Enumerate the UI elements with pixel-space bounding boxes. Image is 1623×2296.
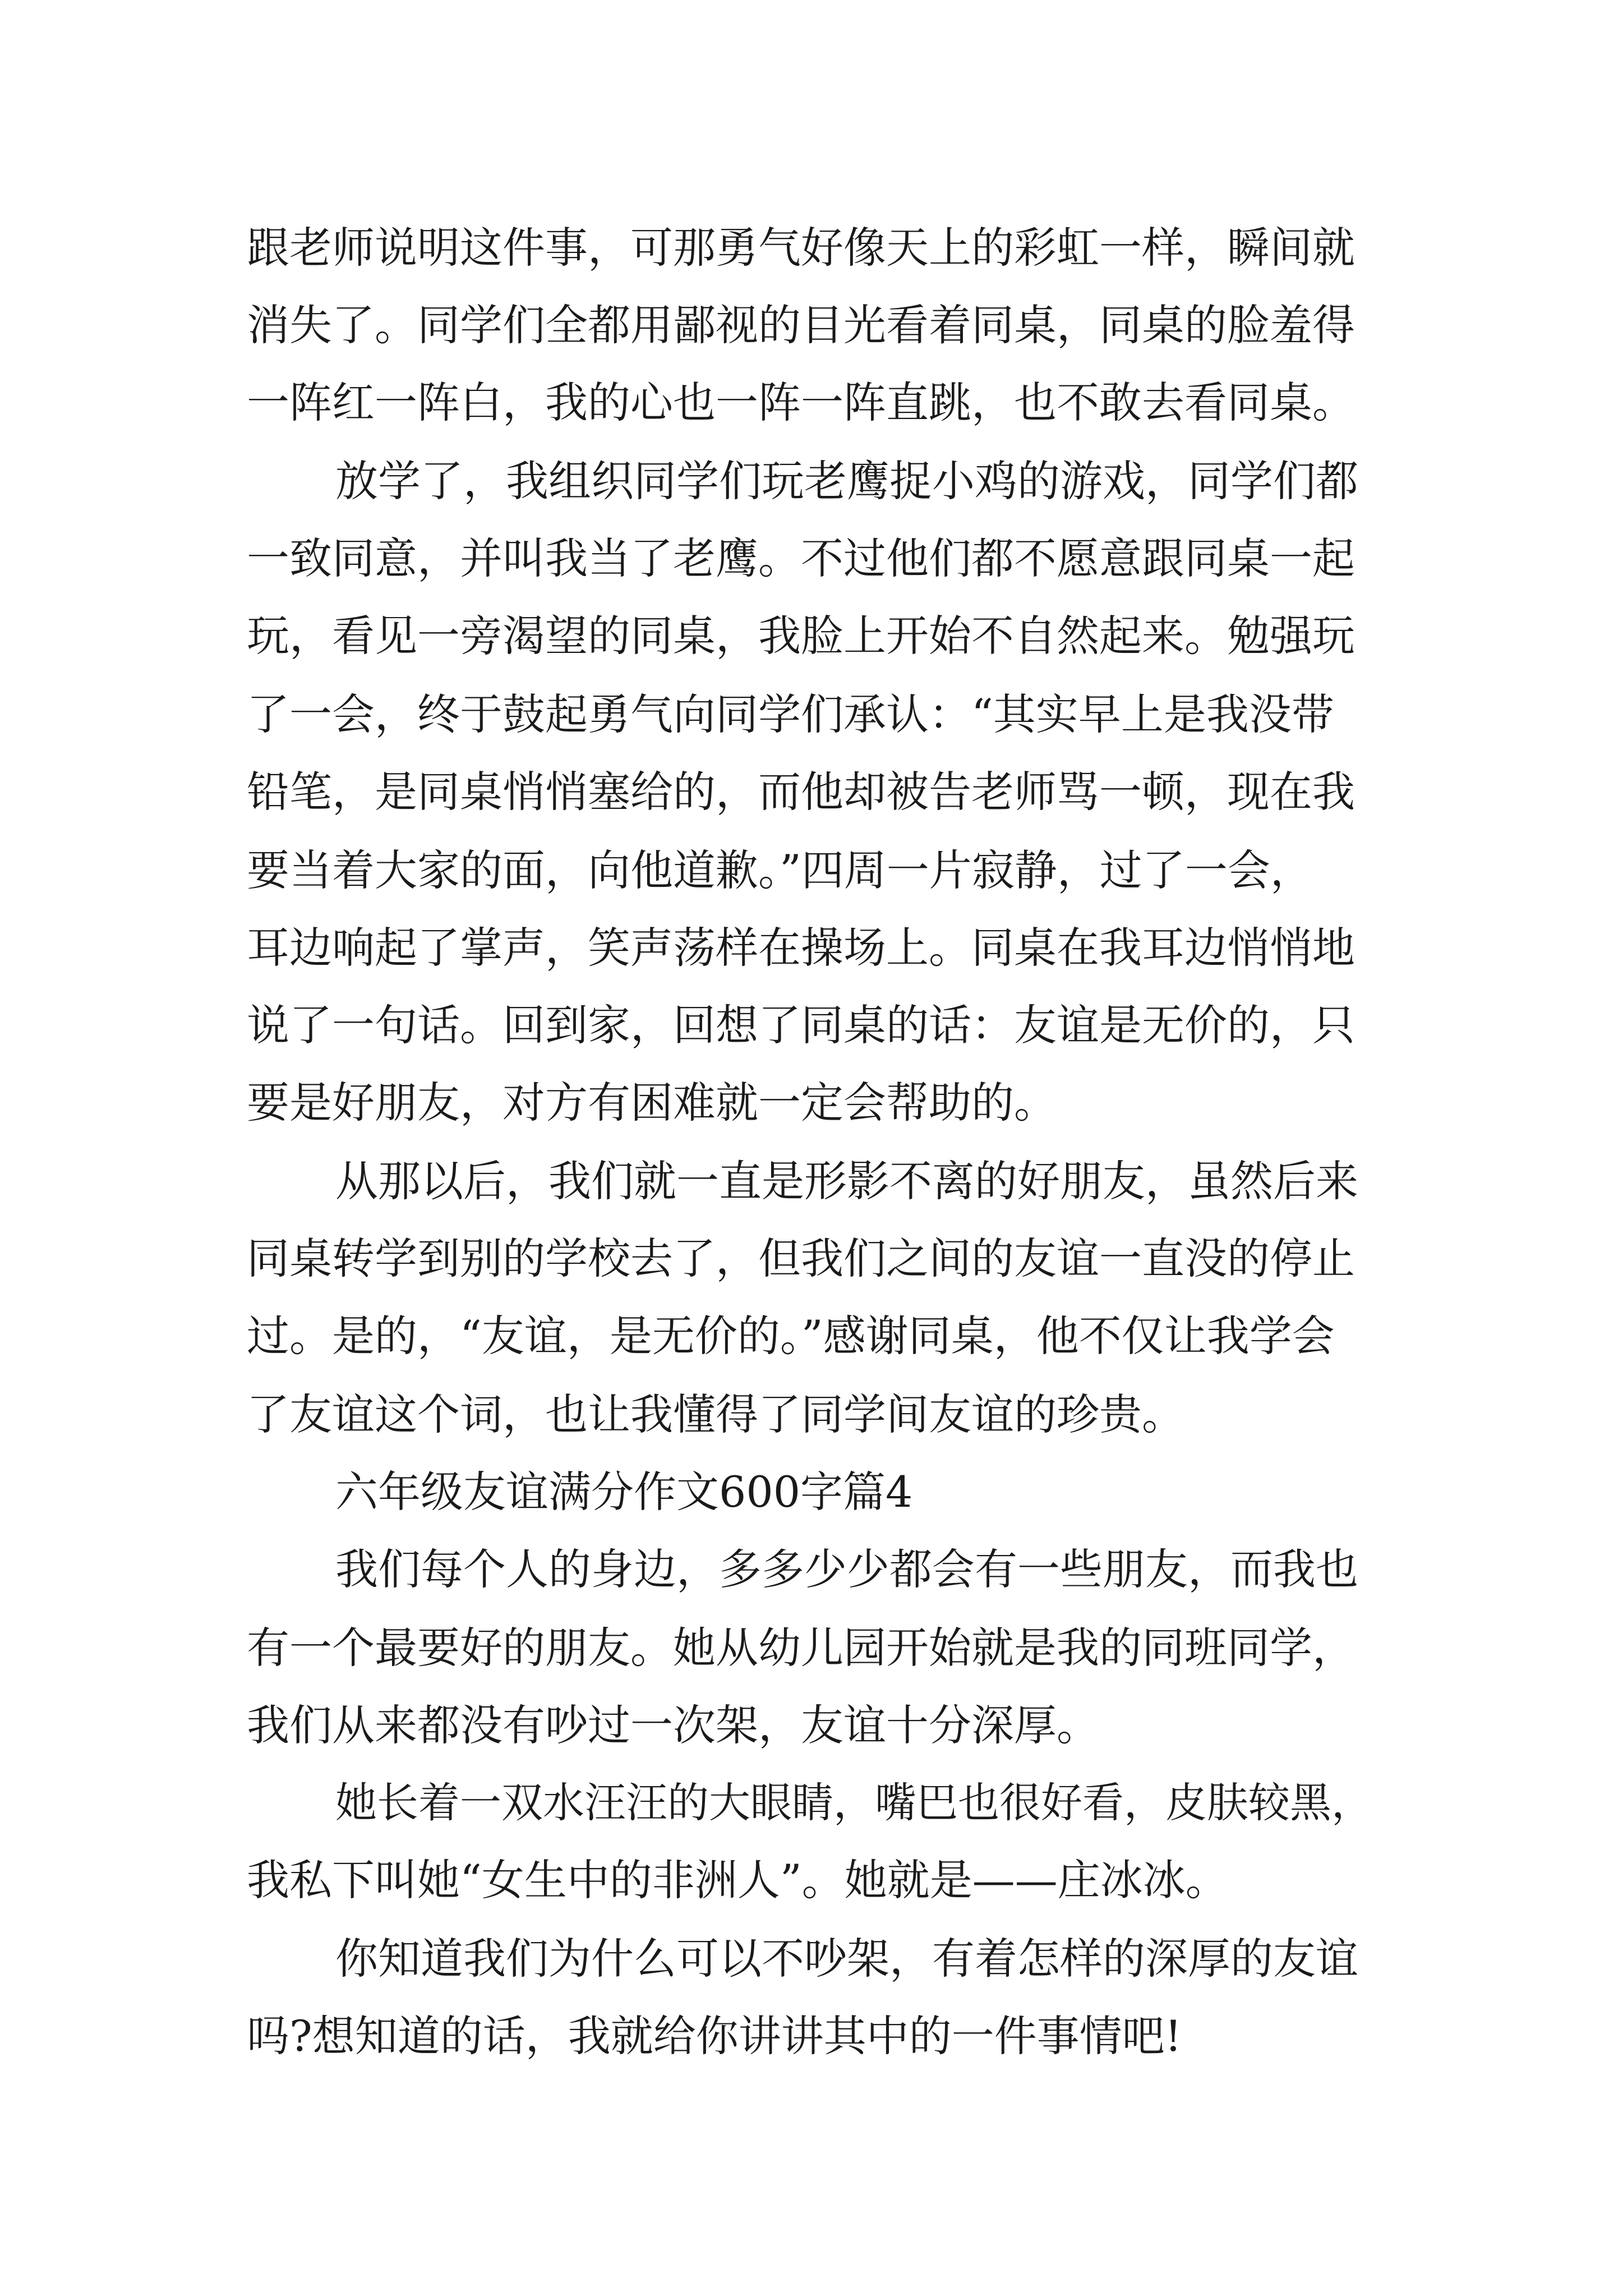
paragraph-line: 吗?想知道的话，我就给你讲讲其中的一件事情吧! [247, 2011, 1182, 2061]
paragraph-line: 了友谊这个词，也让我懂得了同学间友谊的珍贵。 [247, 1389, 1184, 1439]
paragraph-line: 说了一句话。回到家，回想了同桌的话：友谊是无价的，只 [247, 1000, 1355, 1050]
paragraph-line: 了一会，终于鼓起勇气向同学们承认：“其实早上是我没带 [247, 689, 1334, 739]
paragraph-line: 铅笔，是同桌悄悄塞给的，而他却被告老师骂一顿，现在我 [247, 767, 1355, 817]
section-heading: 六年级友谊满分作文600字篇4 [335, 1467, 913, 1517]
paragraph-line: 要当着大家的面，向他道歉。”四周一片寂静，过了一会， [247, 845, 1313, 895]
paragraph-line: 一阵红一阵白，我的心也一阵一阵直跳，也不敢去看同桌。 [247, 378, 1355, 427]
paragraph-line: 我们从来都没有吵过一次架，友谊十分深厚。 [247, 1700, 1099, 1750]
paragraph-line: 要是好朋友，对方有困难就一定会帮助的。 [247, 1078, 1057, 1128]
paragraph-line: 我私下叫她“女生中的非洲人”。她就是——庄冰冰。 [247, 1855, 1228, 1905]
paragraph-line: 有一个最要好的朋友。她从幼儿园开始就是我的同班同学， [247, 1623, 1355, 1673]
paragraph-line: 跟老师说明这件事，可那勇气好像天上的彩虹一样，瞬间就 [247, 223, 1355, 273]
paragraph-line: 放学了，我组织同学们玩老鹰捉小鸡的游戏，同学们都 [335, 456, 1358, 506]
paragraph-line: 过。是的，“友谊，是无价的。”感谢同桌，他不仅让我学会 [247, 1311, 1335, 1361]
paragraph-line: 消失了。同学们全都用鄙视的目光看着同桌，同桌的脸羞得 [247, 300, 1355, 350]
paragraph-line: 一致同意，并叫我当了老鹰。不过他们都不愿意跟同桌一起 [247, 533, 1355, 583]
paragraph-line: 我们每个人的身边，多多少少都会有一些朋友，而我也 [335, 1544, 1358, 1594]
paragraph-line: 耳边响起了掌声，笑声荡样在操场上。同桌在我耳边悄悄地 [247, 923, 1355, 973]
paragraph-line: 玩，看见一旁渴望的同桌，我脸上开始不自然起来。勉强玩 [247, 611, 1355, 661]
paragraph-line: 同桌转学到别的学校去了，但我们之间的友谊一直没的停止 [247, 1234, 1355, 1283]
paragraph-line: 你知道我们为什么可以不吵架，有着怎样的深厚的友谊 [335, 1934, 1358, 1984]
paragraph-line: 她长着一双水汪汪的大眼睛，嘴巴也很好看，皮肤较黑， [335, 1779, 1373, 1827]
paragraph-line: 从那以后，我们就一直是形影不离的好朋友，虽然后来 [335, 1156, 1358, 1206]
